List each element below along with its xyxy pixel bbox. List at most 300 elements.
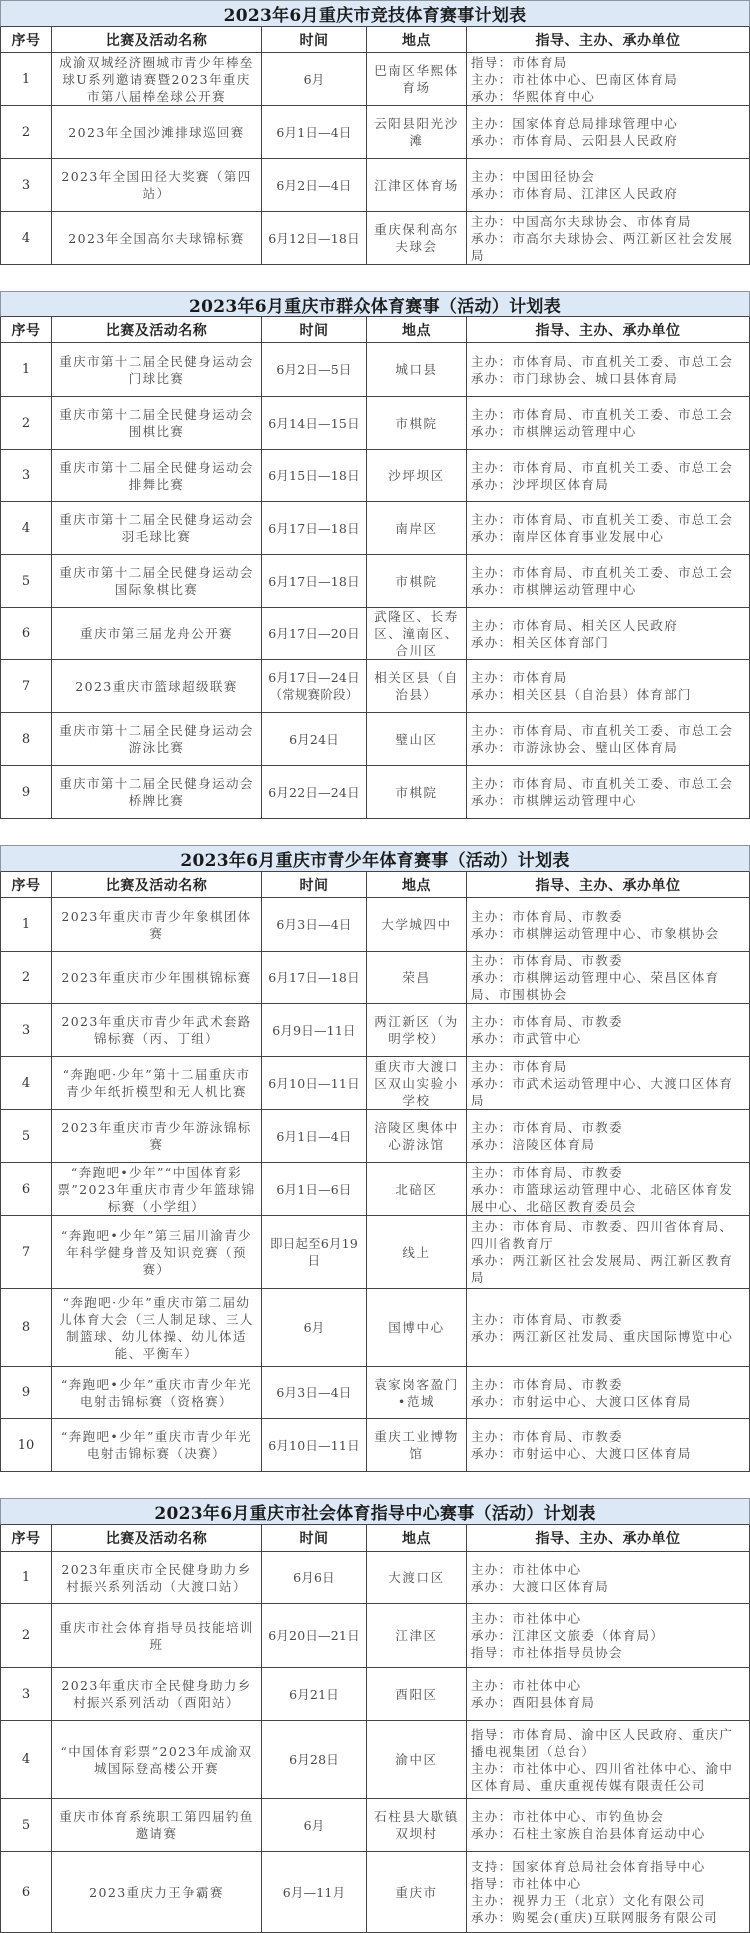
place-text: 沙坪坝区 [388, 468, 445, 483]
table-row [0, 1604, 750, 1668]
cell-name [52, 1216, 262, 1288]
table-header-row [0, 1525, 750, 1552]
organizer-list [471, 564, 746, 598]
cell-time [262, 1552, 367, 1603]
seq-text: 6 [21, 1884, 31, 1900]
cell-time [262, 713, 367, 765]
seq-text: 2 [21, 1628, 31, 1643]
organizer-line: 承办：市体育局、云阳县人民政府 [471, 133, 679, 148]
schedule-table [0, 0, 750, 265]
cell-place [367, 1004, 467, 1056]
table-row [0, 766, 750, 819]
organizer-line: 承办：市武术运动管理中心、大渡口区体育局 [471, 1075, 734, 1108]
cell-name [52, 450, 262, 501]
cell-name [52, 1799, 262, 1851]
name-text: 2023年全国田径大奖赛（第四站） [61, 169, 252, 201]
place-text: 两江新区（为明学校） [374, 1014, 459, 1046]
cell-time [262, 555, 367, 607]
organizer-list [471, 1561, 746, 1595]
header-units: 指导、主办、承办单位 [467, 27, 750, 52]
cell-seq [1, 1419, 52, 1471]
seq-text: 9 [21, 784, 31, 800]
time-text: 6月14日—15日 [268, 415, 360, 431]
organizer-line: 承办：沙坪坝区体育局 [471, 476, 610, 492]
seq-text: 4 [21, 230, 31, 246]
time-text: 6月21日 [289, 1686, 339, 1702]
seq-text: 8 [21, 731, 31, 747]
header-units: 指导、主办、承办单位 [467, 872, 750, 897]
organizer-line: 承办：市棋牌运动管理中心、市象棋协会 [471, 925, 720, 941]
organizer-line: 主办：中国田径协会 [471, 169, 596, 184]
organizer-line: 主办：市社体中心、四川省社体中心、渝中区体育局、重庆重视传媒有限责任公司 [471, 1760, 734, 1793]
place-text: 江津区体育场 [374, 177, 459, 193]
time-text: 6月17日—18日 [268, 970, 360, 985]
place-text: 重庆市大渡口区双山实验小学校 [374, 1058, 459, 1108]
organizer-line: 主办：市体育局、市直机关工委、市总工会 [471, 512, 734, 527]
organizer-line: 主办：市社体中心 [471, 1561, 582, 1577]
cell-seq [1, 898, 52, 951]
table-row [0, 713, 750, 766]
cell-units [467, 898, 750, 951]
cell-place [367, 1604, 467, 1667]
table-row [0, 1668, 750, 1721]
cell-name [52, 1852, 262, 1932]
place-text: 袁家岗客盈门•范城 [374, 1376, 459, 1409]
name-text: “中国体育彩票”2023年成渝双城国际登高楼公开赛 [60, 1743, 253, 1776]
header-name: 比赛及活动名称 [52, 1525, 262, 1551]
organizer-line: 承办：市射运中心、大渡口区体育局 [471, 1446, 692, 1461]
cell-place [367, 1163, 467, 1215]
cell-units [467, 555, 750, 607]
cell-time [262, 1110, 367, 1162]
time-text: 6月24日 [289, 731, 339, 747]
cell-place [367, 1367, 467, 1418]
organizer-list [471, 1677, 746, 1711]
place-text: 巴南区华熙体育场 [374, 63, 459, 95]
organizer-list [471, 1858, 746, 1926]
name-text: 重庆市第十二届全民健身运动会桥牌比赛 [59, 776, 254, 808]
table-title: 2023年6月重庆市青少年体育赛事（活动）计划表 [0, 845, 750, 872]
table-row [0, 1163, 750, 1216]
cell-name [52, 898, 262, 951]
organizer-line: 指导：市体育局 [471, 54, 568, 70]
cell-units [467, 502, 750, 554]
organizer-list [471, 1058, 746, 1109]
name-text: 重庆市第十二届全民健身运动会围棋比赛 [59, 407, 254, 439]
time-text: 6月2日—5日 [276, 362, 352, 377]
cell-time [262, 898, 367, 951]
time-text: 6月2日—4日 [276, 177, 352, 193]
cell-units [467, 952, 750, 1003]
cell-units [467, 1004, 750, 1056]
cell-units [467, 1419, 750, 1471]
cell-name [52, 660, 262, 712]
organizer-line: 承办：市体育局、江津区人民政府 [471, 186, 679, 201]
organizer-list [471, 1119, 746, 1153]
cell-place [367, 1289, 467, 1366]
name-text: 重庆市社会体育指导员技能培训班 [59, 1619, 254, 1652]
place-text: 石柱县大歇镇双坝村 [374, 1809, 459, 1841]
table-row [0, 952, 750, 1004]
table-row [0, 608, 750, 660]
place-text: 云阳县阳光沙滩 [374, 116, 459, 148]
place-text: 市棋院 [395, 573, 438, 589]
organizer-list [471, 1376, 746, 1410]
cell-time [262, 53, 367, 105]
organizer-list [471, 168, 746, 202]
organizer-line: 主办：市体育局、市直机关工委、市总工会 [471, 407, 734, 422]
header-place: 地点 [367, 317, 467, 342]
cell-name [52, 608, 262, 659]
cell-name [52, 1604, 262, 1667]
organizer-line: 承办：市游泳协会、璧山区体育局 [471, 740, 679, 755]
cell-time [262, 450, 367, 501]
name-text: “奔跑吧•少年”第三届川渝青少年科学健身普及知识竞赛（预赛） [60, 1227, 253, 1277]
header-time: 时间 [262, 27, 367, 52]
place-text: 市棋院 [395, 784, 438, 800]
time-text: 6月1日—4日 [276, 124, 352, 140]
header-name: 比赛及活动名称 [52, 27, 262, 52]
header-place: 地点 [367, 872, 467, 897]
cell-seq [1, 343, 52, 396]
header-place: 地点 [367, 27, 467, 52]
time-text: 6月15日—18日 [268, 468, 360, 483]
name-text: 2023年重庆市少年围棋锦标赛 [61, 970, 252, 985]
table-row [0, 1289, 750, 1367]
name-text: 重庆市第十二届全民健身运动会门球比赛 [59, 353, 254, 386]
organizer-line: 支持：国家体育总局社会体育指导中心 [471, 1859, 706, 1874]
header-seq: 序号 [1, 317, 52, 342]
cell-units [467, 53, 750, 105]
organizer-line: 承办：南岸区体育事业发展中心 [471, 529, 665, 544]
seq-text: 3 [21, 468, 31, 483]
cell-place [367, 952, 467, 1003]
seq-text: 4 [21, 1752, 31, 1767]
organizer-list [471, 908, 746, 942]
cell-seq [1, 555, 52, 607]
seq-text: 1 [21, 71, 31, 87]
place-text: 重庆工业博物馆 [374, 1429, 459, 1461]
organizer-line: 承办：购冕会(重庆)互联网服务有限公司 [471, 1910, 718, 1925]
schedule-table [0, 1498, 750, 1933]
name-text: 重庆市第十二届全民健身运动会羽毛球比赛 [59, 512, 254, 544]
organizer-line: 主办：市体育局、相关区人民政府 [471, 617, 679, 633]
seq-text: 7 [21, 1244, 31, 1260]
cell-name [52, 1057, 262, 1109]
cell-name [52, 159, 262, 211]
cell-units [467, 343, 750, 396]
cell-time [262, 660, 367, 712]
time-text: 6月9日—11日 [272, 1022, 356, 1038]
cell-name [52, 1419, 262, 1471]
cell-name [52, 502, 262, 554]
cell-time [262, 343, 367, 396]
cell-seq [1, 1216, 52, 1288]
name-text: 重庆市第三届龙舟公开赛 [80, 626, 233, 641]
place-text: 江津区 [395, 1628, 438, 1643]
time-text: 6月17日—18日 [268, 520, 360, 536]
organizer-line: 承办：江津区文旅委（体育局） [471, 1628, 665, 1643]
cell-time [262, 1216, 367, 1288]
organizer-line: 承办：市射运中心、大渡口区体育局 [471, 1393, 692, 1409]
seq-text: 2 [21, 124, 31, 140]
name-text: 成渝双城经济圈城市青少年棒垒球U系列邀请赛暨2023年重庆市第八届棒垒球公开赛 [59, 54, 254, 104]
cell-seq [1, 106, 52, 158]
time-text: 6月 [303, 1817, 325, 1833]
organizer-list [471, 1610, 746, 1661]
name-text: 2023年全国沙滩排球巡回赛 [68, 124, 245, 140]
name-text: 重庆市第十二届全民健身运动会国际象棋比赛 [59, 565, 254, 597]
cell-name [52, 952, 262, 1003]
time-text: 6月10日—11日 [268, 1075, 360, 1091]
name-text: “奔跑吧·少年”重庆市第二届幼儿体育大会（三人制足球、三人制篮球、幼儿体操、幼儿体适能、平衡车） [59, 1294, 254, 1361]
place-text: 重庆市 [395, 1884, 438, 1900]
cell-place [367, 502, 467, 554]
cell-time [262, 397, 367, 449]
organizer-list [471, 213, 746, 264]
organizer-line: 主办：市社体中心 [471, 1678, 582, 1693]
organizer-line: 承办：涪陵区体育局 [471, 1137, 596, 1152]
cell-units [467, 212, 750, 264]
cell-units [467, 106, 750, 158]
organizer-line: 主办：市体育局、市直机关工委、市总工会 [471, 565, 734, 580]
cell-name [52, 713, 262, 765]
cell-name [52, 1668, 262, 1720]
time-text: 即日起至6月19日 [270, 1236, 358, 1268]
organizer-list [471, 1164, 746, 1215]
cell-units [467, 450, 750, 501]
cell-seq [1, 660, 52, 712]
table-row [0, 450, 750, 502]
seq-text: 8 [21, 1320, 31, 1335]
seq-text: 2 [21, 970, 31, 985]
cell-name [52, 106, 262, 158]
cell-units [467, 1216, 750, 1288]
header-seq: 序号 [1, 1525, 52, 1551]
cell-units [467, 397, 750, 449]
name-text: 2023年全国高尔夫球锦标赛 [68, 230, 245, 246]
name-text: 2023年重庆市青少年游泳锦标赛 [61, 1120, 252, 1152]
cell-units [467, 1289, 750, 1366]
cell-seq [1, 1852, 52, 1932]
organizer-line: 主办：市社体中心、市钓鱼协会 [471, 1809, 665, 1824]
table-row [0, 1367, 750, 1419]
table-row [0, 1799, 750, 1852]
organizer-line: 承办：市棋牌运动管理中心 [471, 793, 637, 808]
cell-time [262, 212, 367, 264]
cell-name [52, 1110, 262, 1162]
place-text: 大学城四中 [381, 917, 452, 932]
organizer-line: 主办：市体育局、市教委 [471, 1014, 623, 1029]
cell-time [262, 502, 367, 554]
table-row [0, 159, 750, 212]
cell-seq [1, 1604, 52, 1667]
time-text: 6月28日 [289, 1752, 339, 1767]
place-text: 涪陵区奥体中心游泳馆 [374, 1120, 459, 1152]
cell-place [367, 1852, 467, 1932]
cell-seq [1, 1721, 52, 1798]
header-units: 指导、主办、承办单位 [467, 317, 750, 342]
time-text: 6月22日—24日 [268, 784, 360, 800]
cell-place [367, 1419, 467, 1471]
cell-name [52, 766, 262, 818]
cell-time [262, 1004, 367, 1056]
organizer-list [471, 459, 746, 493]
cell-place [367, 766, 467, 818]
table-row [0, 1110, 750, 1163]
cell-place [367, 1216, 467, 1288]
cell-time [262, 1721, 367, 1798]
organizer-line: 主办：市体育局、市教委 [471, 1164, 623, 1180]
seq-text: 6 [21, 1181, 31, 1197]
time-text: 6月 [303, 1320, 325, 1335]
place-text: 市棋院 [395, 415, 438, 431]
organizer-list [471, 775, 746, 809]
table-row [0, 1552, 750, 1604]
schedule-table [0, 845, 750, 1472]
seq-text: 3 [21, 1022, 31, 1038]
name-text: 2023重庆市篮球超级联赛 [75, 678, 238, 694]
organizer-line: 承办：市武管中心 [471, 1031, 582, 1046]
organizer-line: 主办：市体育局、市直机关工委、市总工会 [471, 723, 734, 738]
seq-text: 10 [17, 1437, 35, 1453]
name-text: 重庆市体育系统职工第四届钓鱼邀请赛 [59, 1809, 254, 1841]
cell-seq [1, 713, 52, 765]
time-text: 6月1日—4日 [276, 1128, 352, 1144]
table-row [0, 660, 750, 713]
time-text: 6月20日—21日 [268, 1628, 360, 1643]
table-row [0, 1216, 750, 1289]
organizer-list [471, 1013, 746, 1047]
cell-place [367, 898, 467, 951]
name-text: “奔跑吧•少年”“中国体育彩票”2023年重庆市青少年篮球锦标赛（小学组） [57, 1164, 256, 1214]
organizer-list [471, 1428, 746, 1462]
cell-units [467, 1852, 750, 1932]
cell-seq [1, 212, 52, 264]
header-time: 时间 [262, 872, 367, 897]
organizer-list [471, 1311, 746, 1345]
seq-text: 6 [21, 626, 31, 641]
cell-time [262, 1668, 367, 1720]
cell-place [367, 660, 467, 712]
organizer-line: 承办：市棋牌运动管理中心、荣昌区体育局、市围棋协会 [471, 970, 720, 1002]
organizer-list [471, 353, 746, 387]
name-text: 重庆市第十二届全民健身运动会游泳比赛 [59, 723, 254, 755]
table-title: 2023年6月重庆市社会体育指导中心赛事（活动）计划表 [0, 1498, 750, 1525]
organizer-line: 承办：市门球协会、城口县体育局 [471, 370, 679, 386]
header-units: 指导、主办、承办单位 [467, 1525, 750, 1551]
cell-place [367, 450, 467, 501]
organizer-line: 承办：两江新区社发局、重庆国际博览中心 [471, 1328, 734, 1344]
organizer-line: 主办：市体育局、市教委 [471, 1120, 623, 1135]
cell-place [367, 53, 467, 105]
organizer-list [471, 115, 746, 149]
time-text: 6月3日—4日 [276, 1385, 352, 1400]
seq-text: 5 [21, 1817, 31, 1833]
cell-place [367, 397, 467, 449]
organizer-line: 承办：市棋牌运动管理中心 [471, 424, 637, 439]
cell-place [367, 1668, 467, 1720]
cell-place [367, 608, 467, 659]
seq-text: 1 [21, 917, 31, 932]
cell-time [262, 1163, 367, 1215]
organizer-line: 主办：市体育局、市直机关工委、市总工会 [471, 776, 734, 791]
name-text: 2023重庆力王争霸赛 [89, 1884, 224, 1900]
name-text: 2023年重庆市青少年象棋团体赛 [61, 908, 252, 941]
cell-place [367, 713, 467, 765]
cell-time [262, 1852, 367, 1932]
table-row [0, 502, 750, 555]
organizer-line: 承办：相关区体育部门 [471, 634, 610, 650]
organizer-line: 承办：酉阳县体育局 [471, 1695, 596, 1710]
organizer-line: 指导：市体育局、渝中区人民政府、重庆广播电视集团（总台） [471, 1726, 734, 1759]
name-text: 重庆市第十二届全民健身运动会排舞比赛 [59, 459, 254, 492]
organizer-list [471, 1726, 746, 1794]
organizer-line: 承办：两江新区社会发展局、两江新区教育局 [471, 1253, 734, 1285]
organizer-line: 主办：市体育局、市教委 [471, 1429, 623, 1444]
cell-name [52, 1163, 262, 1215]
cell-units [467, 1367, 750, 1418]
cell-name [52, 397, 262, 449]
cell-seq [1, 1289, 52, 1366]
organizer-line: 主办：市体育局 [471, 670, 568, 685]
table-title: 2023年6月重庆市群众体育赛事（活动）计划表 [0, 291, 750, 317]
cell-units [467, 1668, 750, 1720]
organizer-line: 主办：中国高尔夫球协会、市体育局 [471, 213, 692, 229]
cell-seq [1, 952, 52, 1003]
organizer-line: 主办：市体育局、市教委 [471, 1311, 623, 1327]
cell-units [467, 1604, 750, 1667]
organizer-line: 指导：市社体指导员协会 [471, 1645, 623, 1660]
cell-seq [1, 53, 52, 105]
header-time: 时间 [262, 1525, 367, 1551]
organizer-list [471, 406, 746, 440]
cell-units [467, 1552, 750, 1603]
seq-text: 4 [21, 520, 31, 536]
cell-name [52, 53, 262, 105]
cell-time [262, 159, 367, 211]
organizer-line: 承办：市高尔夫球协会、两江新区社会发展局 [471, 230, 734, 263]
cell-place [367, 555, 467, 607]
organizer-list [471, 511, 746, 545]
organizer-line: 主办：市社体中心、巴南区体育局 [471, 71, 679, 87]
organizer-line: 主办：市体育局、市直机关工委、市总工会 [471, 353, 734, 369]
cell-name [52, 555, 262, 607]
seq-text: 3 [21, 177, 31, 193]
organizer-line: 指导：市社体中心 [471, 1876, 582, 1891]
table-row [0, 397, 750, 450]
seq-text: 2 [21, 415, 31, 431]
organizer-line: 主办：国家体育总局排球管理中心 [471, 116, 679, 131]
organizer-line: 承办：相关区县（自治县）体育部门 [471, 687, 692, 702]
organizer-line: 主办：市体育局、市教委 [471, 953, 623, 968]
cell-place [367, 1057, 467, 1109]
cell-place [367, 343, 467, 396]
place-text: 酉阳区 [395, 1686, 438, 1702]
organizer-line: 主办：市体育局、市教委 [471, 908, 623, 924]
seq-text: 3 [21, 1686, 31, 1702]
organizer-line: 承办：大渡口区体育局 [471, 1578, 610, 1594]
cell-name [52, 1367, 262, 1418]
cell-place [367, 1799, 467, 1851]
seq-text: 1 [21, 362, 31, 377]
cell-units [467, 1163, 750, 1215]
cell-time [262, 1604, 367, 1667]
cell-place [367, 1110, 467, 1162]
organizer-list [471, 952, 746, 1003]
time-text: 6月12日—18日 [268, 230, 360, 246]
table-row [0, 898, 750, 952]
